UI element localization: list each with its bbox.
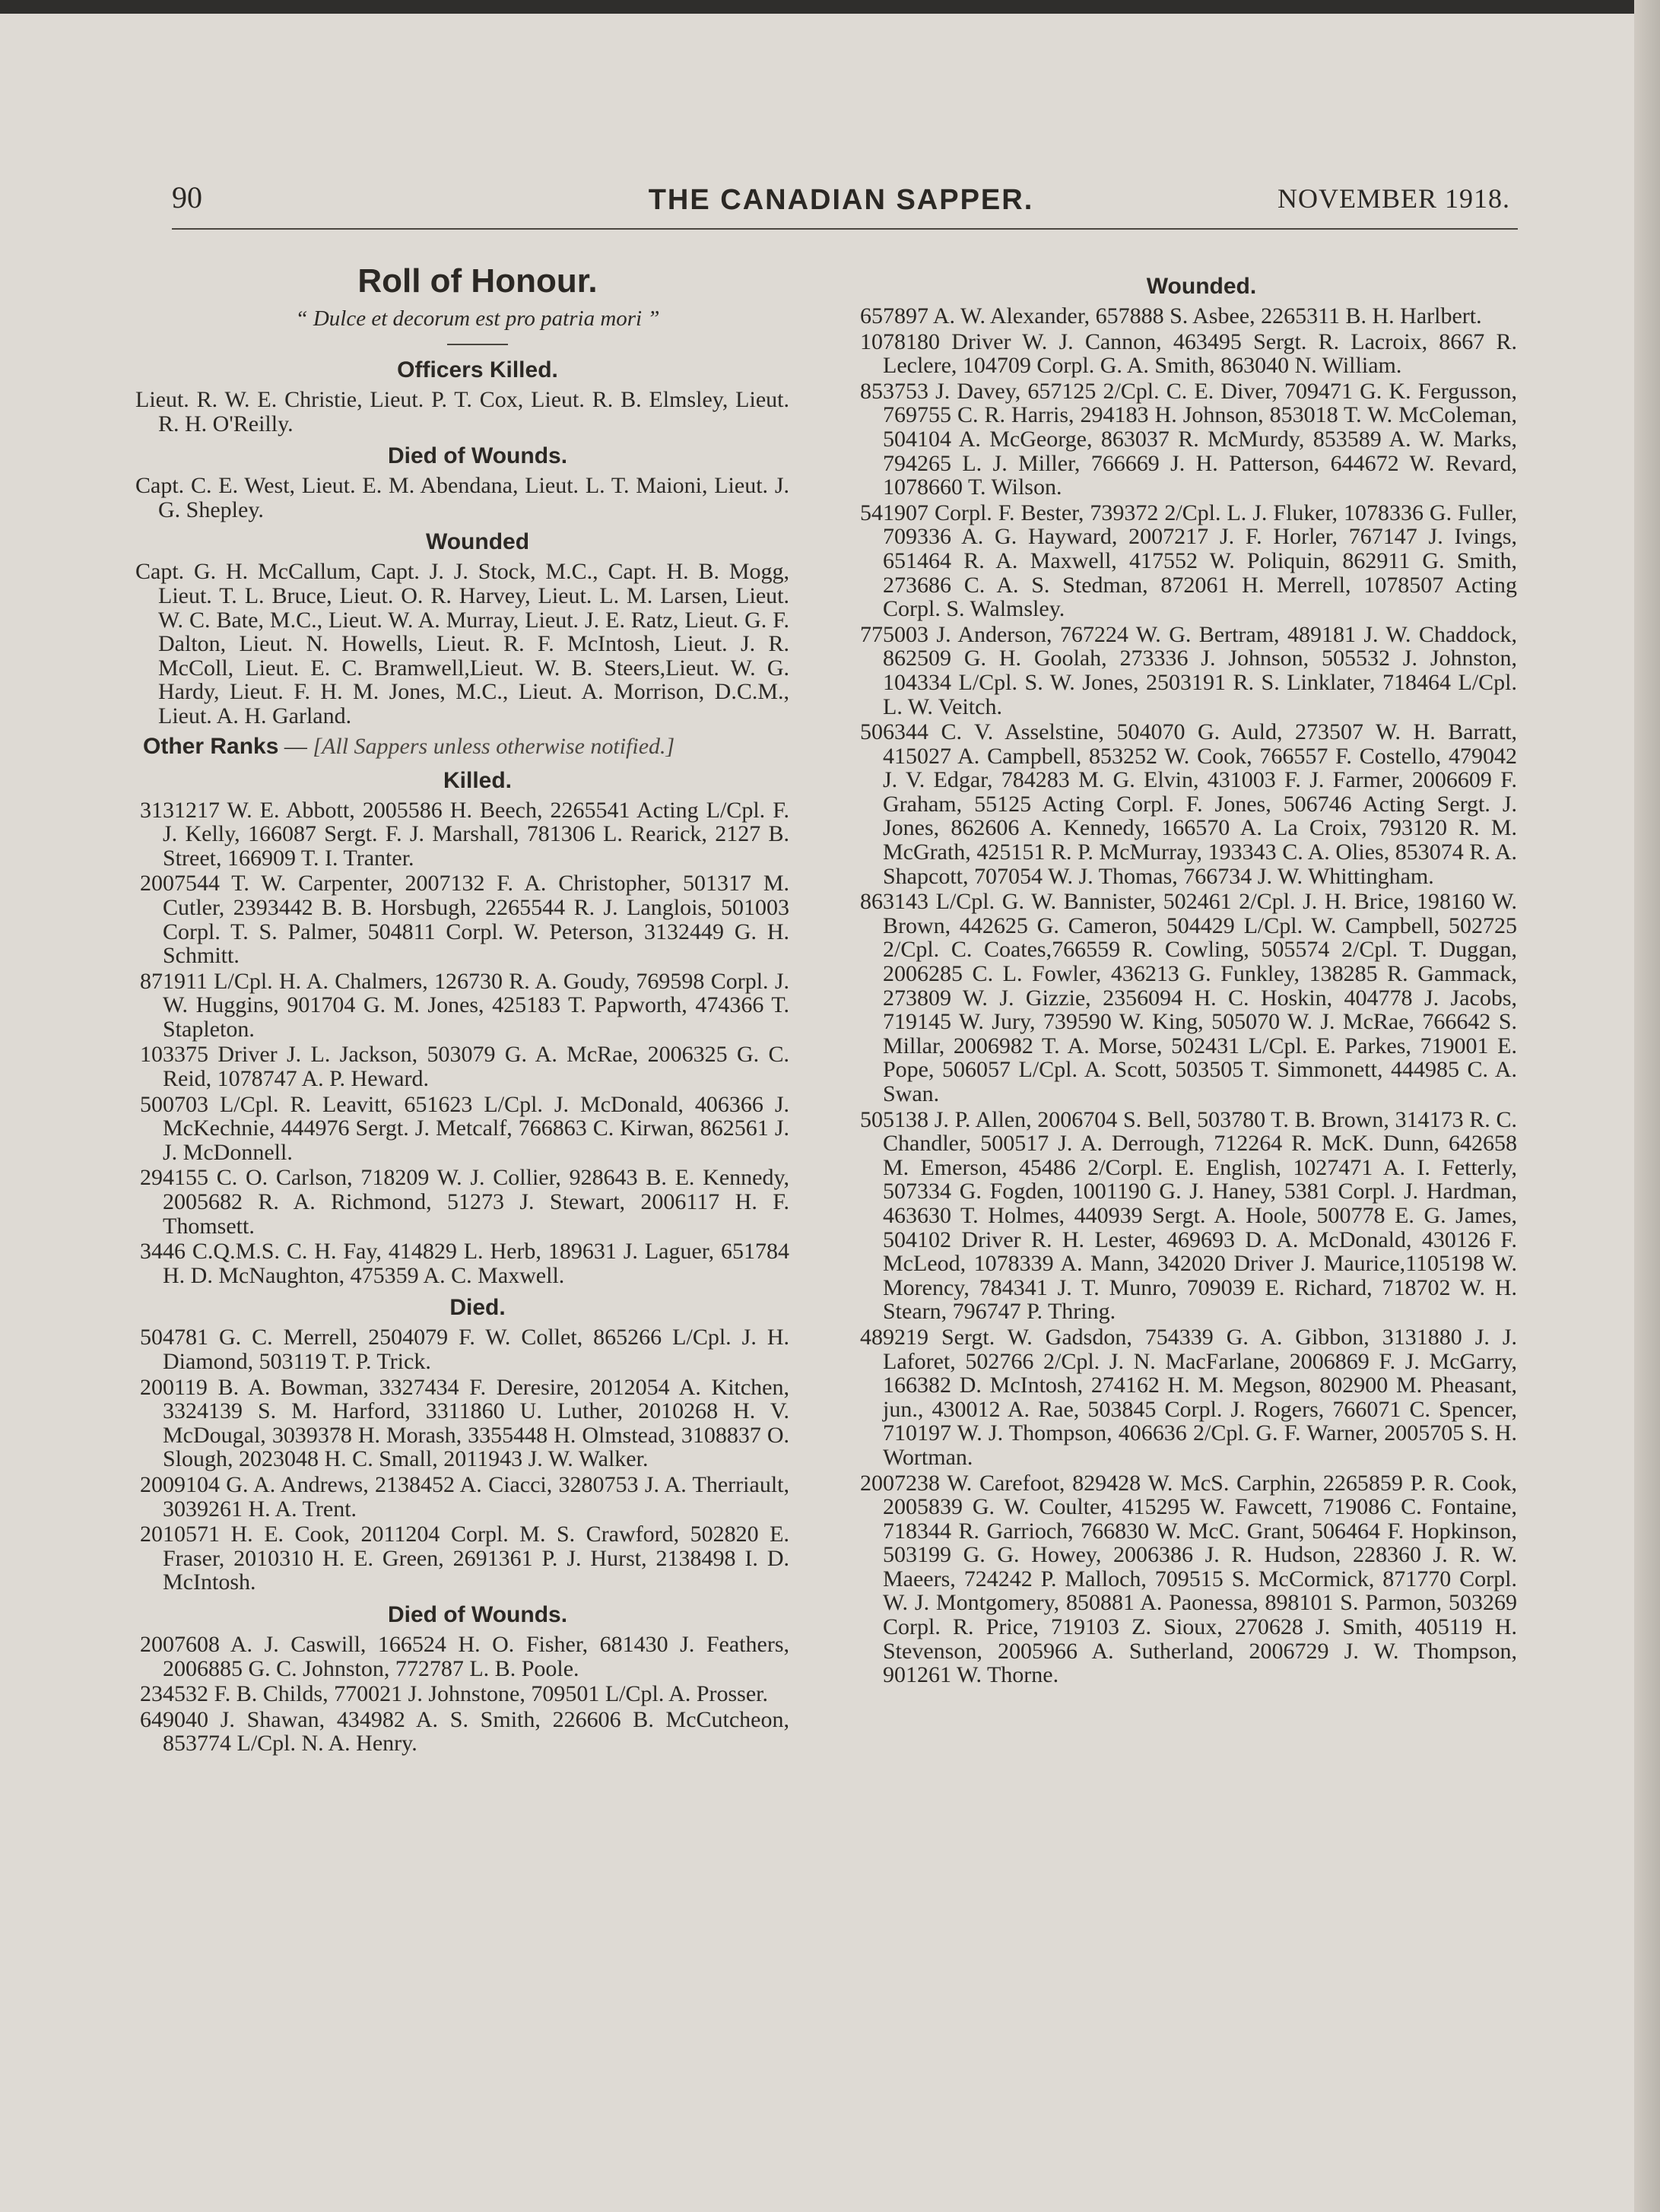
list-item: 2007608 A. J. Caswill, 166524 H. O. Fisher, 681430 J. Feathers, 2006885 G. C. Johnston, 772787 L. B. Poole. xyxy=(140,1631,789,1681)
other-ranks-label: Other Ranks xyxy=(143,733,279,759)
officers-wounded-list: Capt. G. H. McCallum, Capt. J. J. Stock, M.C., Capt. H. B. Mogg, Lieut. T. L. Bruce, Lieut. O. R. Harvey, Lieut. L. M. Larsen, Lieut. W. C. Bate, M.C., Lieut. W. A. Murray, Lieut. J. E. Ratz, Lieut. G. F. Dalton, Lieut. N. Howells, Lieut. R. F. McIntosh, Lieut. J. R. McColl, Lieut. E. C. Bramwell,Lieut. W. B. Steers,Lieut. W. G. Hardy, Lieut. F. H. M. Jones, M.C., Lieut. A. Morrison, D.C.M., Lieut. A. H. Garland. xyxy=(135,559,789,728)
list-item: 863143 L/Cpl. G. W. Bannister, 502461 2/Cpl. J. H. Brice, 198160 W. Brown, 442625 G. Cameron, 504429 L/Cpl. W. Campbell, 502725 2/Cpl. C. Coates,766559 R. Cowling, 505574 2/Cpl. T. Duggan, 2006285 C. L. Fowler, 436213 G. Funkley, 138285 R. Gammack, 273809 W. J. Gizzie, 2356094 H. C. Hoskin, 404778 J. Jacobs, 719145 W. Jury, 739590 W. King, 505070 W. J. McRae, 766642 S. Millar, 2006982 T. A. Morse, 502431 L/Cpl. E. Parkes, 719001 E. Pope, 506057 L/Cpl. A. Scott, 503505 T. Simmonett, 444985 C. A. Swan. xyxy=(860,889,1517,1106)
roll-title: Roll of Honour. xyxy=(357,262,598,300)
list-item: 541907 Corpl. F. Bester, 739372 2/Cpl. L. J. Fluker, 1078336 G. Fuller, 709336 A. G. Hayward, 2007217 J. F. Horler, 767147 J. Ivings, 651464 R. A. Maxwell, 417552 W. Poliquin, 862911 G. Smith, 273686 C. A. S. Stedman, 872061 H. Merrell, 1078507 Acting Corpl. S. Walmsley. xyxy=(860,500,1517,622)
list-item: 649040 J. Shawan, 434982 A. S. Smith, 226606 B. McCutcheon, 853774 L/Cpl. N. A. Henry. xyxy=(140,1706,789,1757)
list-item: 505138 J. P. Allen, 2006704 S. Bell, 503780 T. B. Brown, 314173 R. C. Chandler, 500517 J. A. Derrough, 712264 R. McK. Dunn, 642658 M. Emerson, 45486 2/Corpl. E. English, 1027471 A. I. Fetterly, 507334 G. Fogden, 1001190 G. J. Haney, 5381 Corpl. J. Hardman, 463630 T. Holmes, 440939 Sergt. A. Hoole, 500778 E. G. James, 504102 Driver R. H. Lester, 469693 D. A. McDonald, 430126 F. McLeod, 1078339 A. Mann, 342020 Driver J. Maurice,1105198 W. Morency, 784341 J. T. Munro, 709039 E. Richard, 718702 W. H. Stearn, 796747 P. Thring. xyxy=(860,1106,1517,1325)
list-item: 489219 Sergt. W. Gadsdon, 754339 G. A. Gibbon, 3131880 J. J. Laforet, 502766 2/Cpl. J. N. MacFarlane, 2006869 F. J. McGarry, 166382 D. McIntosh, 274162 H. M. Megson, 802900 M. Pheasant, jun., 430012 A. Rae, 503845 Corpl. J. Rogers, 766071 C. Spencer, 710197 W. J. Thompson, 406636 2/Cpl. G. F. Warner, 2005705 S. H. Wortman. xyxy=(860,1324,1517,1470)
list-item: 657897 A. W. Alexander, 657888 S. Asbee, 2265311 B. H. Harlbert. xyxy=(860,303,1482,328)
list-item: 853753 J. Davey, 657125 2/Cpl. C. E. Diver, 709471 G. K. Fergusson, 769755 C. R. Harris, 294183 H. Johnson, 853018 T. W. McColeman, 504104 A. McGeorge, 863037 R. McMurdy, 853589 A. W. Marks, 794265 L. J. Miller, 766669 J. H. Patterson, 644672 W. Revard, 1078660 T. Wilson. xyxy=(860,378,1517,500)
list-item: 3131217 W. E. Abbott, 2005586 H. Beech, 2265541 Acting L/Cpl. F. J. Kelly, 166087 Sergt. F. J. Marshall, 781306 L. Rearick, 2127 B. Street, 166909 T. I. Tranter. xyxy=(140,797,789,871)
page-number: 90 xyxy=(172,180,202,214)
header-rule xyxy=(172,228,1518,230)
wounded-heading: Wounded. xyxy=(1146,274,1257,299)
died-of-wounds-heading: Died of Wounds. xyxy=(387,1601,568,1627)
officers-killed-heading: Officers Killed. xyxy=(397,357,558,382)
other-ranks-dash: — xyxy=(284,733,313,759)
left-column xyxy=(135,260,789,1757)
list-item: 871911 L/Cpl. H. A. Chalmers, 126730 R. A. Goudy, 769598 Corpl. J. W. Huggins, 901704 G. M. Jones, 425183 T. Papworth, 474366 T. Stapleton. xyxy=(140,968,789,1042)
list-item: 234532 F. B. Childs, 770021 J. Johnstone, 709501 L/Cpl. A. Prosser. xyxy=(140,1681,769,1707)
officers-killed-list: Lieut. R. W. E. Christie, Lieut. P. T. Cox, Lieut. R. B. Elmsley, Lieut. R. H. O'Reilly. xyxy=(135,387,789,436)
list-item: 3446 C.Q.M.S. C. H. Fay, 414829 L. Herb, 189631 J. Laguer, 651784 H. D. McNaughton, 475359 A. C. Maxwell. xyxy=(140,1239,789,1288)
list-item: 506344 C. V. Asselstine, 504070 G. Auld, 273507 W. H. Barratt, 415027 A. Campbell, 853252 W. Cook, 766557 F. Costello, 479042 J. V. Edgar, 784283 M. G. Elvin, 431003 F. J. Farmer, 2006609 F. Graham, 55125 Acting Corpl. F. Jones, 506746 Acting Sergt. J. Jones, 862606 A. Kennedy, 166570 A. La Croix, 793120 R. M. McGrath, 425151 R. P. McMurray, 193343 C. A. Olies, 853074 R. A. Shapcott, 707054 W. J. Thomas, 766734 J. W. Whittingham. xyxy=(860,719,1517,889)
officers-died-of-wounds-list: Capt. C. E. West, Lieut. E. M. Abendana, Lieut. L. T. Maioni, Lieut. J. G. Shepley. xyxy=(135,473,789,522)
title-divider xyxy=(447,344,508,345)
motto: “ Dulce et decorum est pro patria mori ” xyxy=(295,306,660,331)
officers-wounded-heading: Wounded xyxy=(425,529,530,555)
list-item: 2010571 H. E. Cook, 2011204 Corpl. M. S. Crawford, 502820 E. Fraser, 2010310 H. E. Green, 2691361 P. J. Hurst, 2138498 I. D. McIntosh. xyxy=(140,1522,789,1595)
killed-heading: Killed. xyxy=(443,767,512,793)
list-item: 2007544 T. W. Carpenter, 2007132 F. A. Christopher, 501317 M. Cutler, 2393442 B. B. Horsbugh, 2265544 R. J. Langlois, 501003 Corpl. T. S. Palmer, 504811 Corpl. W. Peterson, 3132449 G. H. Schmitt. xyxy=(140,871,789,969)
other-ranks-note: [All Sappers unless otherwise notified.] xyxy=(313,733,675,759)
list-item: 1078180 Driver W. J. Cannon, 463495 Sergt. R. Lacroix, 8667 R. Leclere, 104709 Corpl. G. A. Smith, 863040 N. William. xyxy=(860,328,1517,379)
list-item: 2007238 W. Carefoot, 829428 W. McS. Carphin, 2265859 P. R. Cook, 2005839 G. W. Coulter, 415295 W. Fawcett, 719086 C. Fontaine, 718344 R. Garrioch, 766830 W. McC. Grant, 506464 F. Hopkinson, 503199 G. G. Howey, 2006386 J. R. Hudson, 228360 J. R. W. Maeers, 724242 P. Malloch, 709515 S. McCormick, 871770 Corpl. W. J. Montgomery, 850881 A. Paonessa, 898101 S. Parmon, 503269 Corpl. R. Price, 719103 Z. Sioux, 270628 J. Smith, 405119 H. Stevenson, 2005966 A. Sutherland, 2006729 J. W. Thompson, 901261 W. Thorne. xyxy=(860,1470,1517,1688)
list-item: 2009104 G. A. Andrews, 2138452 A. Ciacci, 3280753 J. A. Therriault, 3039261 H. A. Trent. xyxy=(140,1471,789,1522)
publication-title: THE CANADIAN SAPPER. xyxy=(648,184,1034,216)
list-item: 103375 Driver J. L. Jackson, 503079 G. A. McRae, 2006325 G. C. Reid, 1078747 A. P. Heward. xyxy=(140,1042,789,1092)
list-item: 504781 G. C. Merrell, 2504079 F. W. Collet, 865266 L/Cpl. J. H. Diamond, 503119 T. P. Trick. xyxy=(140,1325,789,1374)
right-column xyxy=(855,266,1517,1689)
running-header xyxy=(172,179,1510,222)
other-ranks-line xyxy=(143,733,789,760)
list-item: 200119 B. A. Bowman, 3327434 F. Deresire, 2012054 A. Kitchen, 3324139 S. M. Harford, 3311860 U. Luther, 2010268 H. V. McDougal, 3039378 H. Morash, 3355448 H. Olmstead, 3108837 O. Slough, 2023048 H. C. Small, 2011943 J. W. Walker. xyxy=(140,1374,789,1472)
died-heading: Died. xyxy=(449,1295,506,1321)
list-item: 775003 J. Anderson, 767224 W. G. Bertram, 489181 J. W. Chaddock, 862509 G. H. Goolah, 273336 J. Johnson, 505532 J. Johnston, 104334 L/Cpl. S. W. Jones, 2503191 R. S. Linklater, 718464 L/Cpl. L. W. Veitch. xyxy=(860,621,1517,719)
list-item: 500703 L/Cpl. R. Leavitt, 651623 L/Cpl. J. McDonald, 406366 J. McKechnie, 444976 Sergt. J. Metcalf, 766863 C. Kirwan, 862561 J. J. McDonnell. xyxy=(140,1091,789,1165)
officers-died-of-wounds-heading: Died of Wounds. xyxy=(387,443,568,469)
list-item: 294155 C. O. Carlson, 718209 W. J. Collier, 928643 B. E. Kennedy, 2005682 R. A. Richmond, 51273 J. Stewart, 2006117 H. F. Thomsett. xyxy=(140,1165,789,1239)
issue-date: NOVEMBER 1918. xyxy=(1277,183,1510,214)
